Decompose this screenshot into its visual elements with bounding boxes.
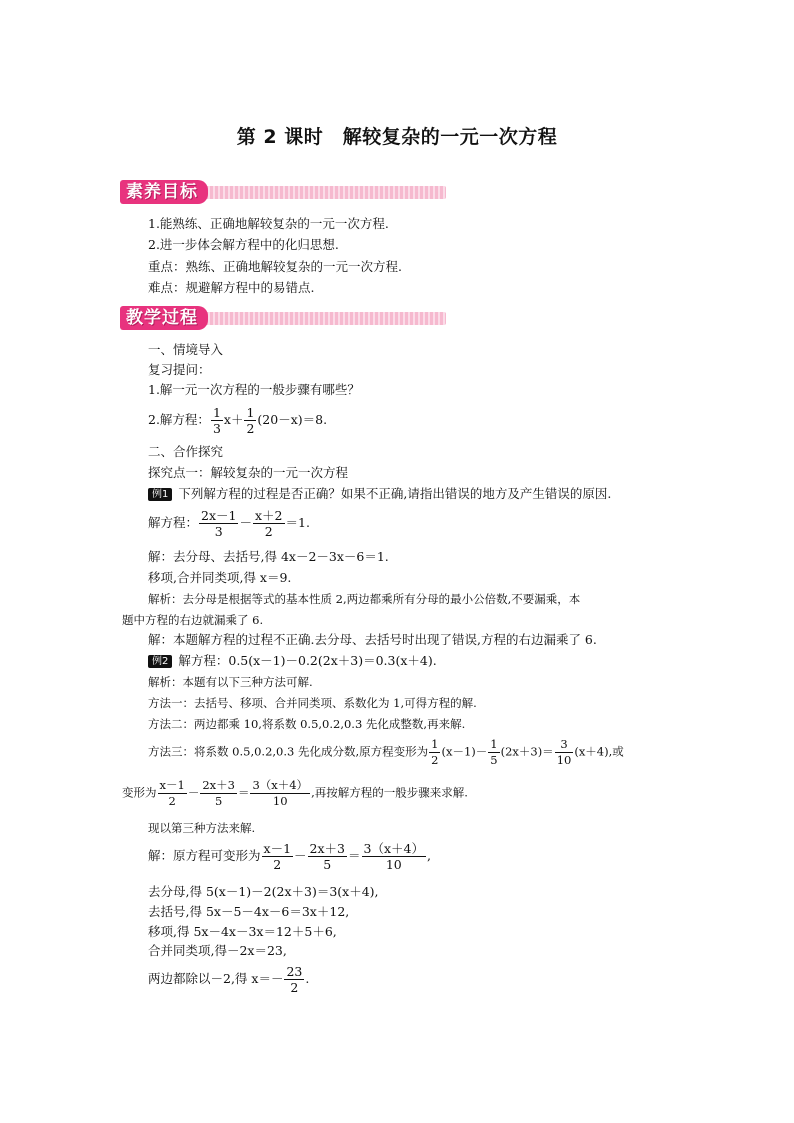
numerator: 1 bbox=[490, 737, 498, 751]
page-title: 第 2 课时 解较复杂的一元一次方程 bbox=[236, 126, 558, 148]
numerator: 23 bbox=[286, 964, 303, 979]
section-heading-goals bbox=[120, 180, 450, 204]
text: 两边都除以－2,得 x＝－ bbox=[148, 971, 284, 986]
example-1 bbox=[148, 486, 611, 502]
method-3-line-2 bbox=[122, 778, 468, 809]
numerator: 2x＋3 bbox=[202, 778, 235, 792]
fraction bbox=[308, 841, 347, 872]
numerator: 2x－1 bbox=[201, 508, 237, 523]
fraction bbox=[250, 778, 310, 809]
numerator: x－1 bbox=[263, 841, 292, 856]
denominator: 2 bbox=[264, 524, 273, 539]
step-line: 去括号,得 5x－5－4x－6＝3x＋12, bbox=[148, 904, 350, 919]
fraction bbox=[253, 508, 285, 539]
text: 2.解方程： bbox=[148, 412, 210, 427]
text: (x－1)－ bbox=[441, 744, 488, 759]
fraction bbox=[200, 778, 237, 809]
question-1: 1.解一元一次方程的一般步骤有哪些？ bbox=[148, 382, 360, 397]
subsection-title: 一、情境导入 bbox=[148, 342, 224, 357]
goal-line: 2.进一步体会解方程中的化归思想. bbox=[148, 237, 339, 252]
example-text: 下列解方程的过程是否正确？如果不正确,请指出错误的地方及产生错误的原因. bbox=[178, 486, 612, 501]
denominator: 2 bbox=[273, 857, 282, 872]
text-line: 移项,合并同类项,得 x＝9. bbox=[148, 570, 292, 585]
text: (x＋4),或 bbox=[574, 744, 624, 759]
denominator: 10 bbox=[556, 753, 572, 767]
denominator: 10 bbox=[385, 857, 402, 872]
analysis-line: 解析：去分母是根据等式的基本性质 2,两边都乘所有分母的最小公倍数,不要漏乘，本 bbox=[148, 592, 581, 606]
denominator: 2 bbox=[431, 753, 439, 767]
analysis-line: 解析：本题有以下三种方法可解. bbox=[148, 675, 313, 689]
question-2 bbox=[148, 405, 327, 436]
numerator: 2x＋3 bbox=[309, 841, 346, 856]
text: 方法三：将系数 0.5,0.2,0.3 先化成分数,原方程变形为 bbox=[148, 744, 429, 759]
numerator: 1 bbox=[431, 737, 439, 751]
text: x＋ bbox=[223, 412, 244, 427]
denominator: 3 bbox=[212, 421, 221, 436]
text-line: 复习提问： bbox=[148, 362, 211, 377]
text-line: 解：去分母、去括号,得 4x－2－3x－6＝1. bbox=[148, 549, 389, 564]
numerator: 3 bbox=[555, 737, 574, 753]
denominator: 5 bbox=[490, 753, 498, 767]
fraction bbox=[199, 508, 238, 539]
numerator: 1 bbox=[212, 405, 221, 420]
text: 变形为 bbox=[122, 785, 157, 800]
text: － bbox=[294, 848, 307, 863]
text: 解方程： bbox=[148, 515, 199, 530]
solution-equation bbox=[148, 841, 431, 872]
goal-line: 1.能熟练、正确地解较复杂的一元一次方程. bbox=[148, 216, 389, 231]
fraction bbox=[244, 405, 256, 436]
fraction bbox=[158, 778, 187, 809]
denominator: 2 bbox=[246, 421, 255, 436]
method-line: 方法二：两边都乘 10,将系数 0.5,0.2,0.3 先化成整数,再来解. bbox=[148, 717, 466, 731]
analysis-line: 题中方程的右边就漏乘了 6. bbox=[122, 613, 264, 627]
denominator: 10 bbox=[272, 794, 288, 808]
section-heading-text: 教学过程 bbox=[126, 308, 198, 328]
step-line: 去分母,得 5(x－1)－2(2x＋3)＝3(x＋4), bbox=[148, 884, 379, 899]
numerator: 1 bbox=[246, 405, 255, 420]
method-3-line bbox=[148, 737, 624, 768]
denominator: 5 bbox=[214, 794, 223, 808]
fraction bbox=[429, 737, 440, 768]
text: (20－x)＝8. bbox=[257, 412, 328, 427]
denominator: 2 bbox=[290, 980, 299, 995]
text: ＝ bbox=[348, 848, 361, 863]
fraction bbox=[488, 737, 499, 768]
numerator: 3（x＋4） bbox=[252, 778, 309, 792]
example-text: 解方程：0.5(x－1)－0.2(2x＋3)＝0.3(x＋4). bbox=[178, 653, 437, 668]
heading-tab bbox=[120, 306, 208, 330]
step-line: 移项,得 5x－4x－3x＝12＋5＋6, bbox=[148, 924, 337, 939]
goal-line: 重点：熟练、正确地解较复杂的一元一次方程. bbox=[148, 259, 402, 274]
fraction bbox=[262, 841, 294, 872]
fraction bbox=[211, 405, 223, 436]
fraction bbox=[284, 964, 304, 995]
numerator: 3（x＋4） bbox=[363, 841, 424, 856]
example-badge: 例2 bbox=[148, 655, 172, 668]
text: ＝1. bbox=[285, 515, 310, 530]
goal-line: 难点：规避解方程中的易错点. bbox=[148, 280, 315, 295]
section-heading-text: 素养目标 bbox=[126, 182, 198, 202]
fraction bbox=[362, 841, 426, 872]
text-line: 现以第三种方法来解. bbox=[148, 821, 256, 835]
text: ＝ bbox=[237, 785, 250, 800]
subsection-title: 二、合作探究 bbox=[148, 444, 224, 459]
final-step bbox=[148, 964, 309, 995]
example-1-equation bbox=[148, 508, 310, 539]
numerator: x＋2 bbox=[255, 508, 283, 523]
text: 解：原方程可变形为 bbox=[148, 848, 261, 863]
text: , bbox=[427, 848, 431, 863]
denominator: 3 bbox=[214, 524, 223, 539]
heading-tab bbox=[120, 180, 208, 204]
text: ,再按解方程的一般步骤来求解. bbox=[311, 785, 468, 800]
method-line: 方法一：去括号、移项、合并同类项、系数化为 1,可得方程的解. bbox=[148, 696, 477, 710]
text: － bbox=[239, 515, 252, 530]
example-badge: 例1 bbox=[148, 488, 172, 501]
section-heading-process bbox=[120, 306, 450, 330]
step-line: 合并同类项,得－2x＝23, bbox=[148, 943, 287, 958]
text: (2x＋3)＝ bbox=[500, 744, 554, 759]
numerator: x－1 bbox=[159, 778, 185, 792]
subsection-title: 探究点一：解较复杂的一元一次方程 bbox=[148, 465, 349, 480]
denominator: 2 bbox=[168, 794, 176, 808]
fraction bbox=[555, 737, 574, 768]
text: . bbox=[305, 971, 310, 986]
denominator: 5 bbox=[323, 857, 332, 872]
solution-line: 解：本题解方程的过程不正确.去分母、去括号时出现了错误,方程的右边漏乘了 6. bbox=[148, 632, 597, 647]
example-2 bbox=[148, 653, 437, 669]
text: － bbox=[187, 785, 200, 800]
